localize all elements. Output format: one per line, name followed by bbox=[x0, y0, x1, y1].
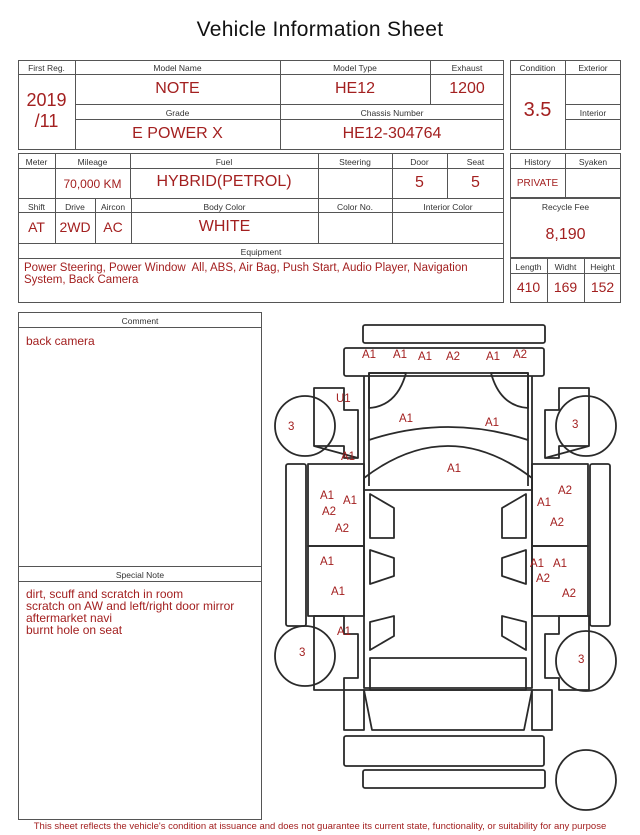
mark-hood-left: A1 bbox=[399, 413, 414, 425]
recycle-fee-value: 8,190 bbox=[545, 226, 586, 243]
shift-value: AT bbox=[28, 219, 45, 235]
headlight-left bbox=[369, 373, 406, 408]
grade-label: Grade bbox=[165, 108, 190, 118]
mark-front-door-left-3: A2 bbox=[322, 506, 337, 518]
rear-bumper bbox=[344, 736, 544, 766]
drive-value: 2WD bbox=[59, 219, 91, 235]
window-left-front bbox=[370, 494, 394, 538]
width-label: Widht bbox=[554, 262, 577, 272]
equipment-label: Equipment bbox=[240, 247, 282, 257]
special-note-label: Special Note bbox=[115, 570, 165, 580]
mark-front-bumper-3: A1 bbox=[418, 351, 433, 363]
mark-roof: A1 bbox=[447, 463, 462, 475]
aircon-label: Aircon bbox=[100, 202, 126, 212]
mark-front-door-right-2: A1 bbox=[537, 497, 552, 509]
special-note-value: dirt, scuff and scratch in room scratch on AW and left/right door mirror aftermarket navi burnt hole on seat bbox=[26, 587, 235, 637]
mark-wheel-rr: 3 bbox=[578, 654, 585, 666]
window-right-front bbox=[502, 494, 526, 538]
fuel-value: HYBRID(PETROL) bbox=[156, 173, 292, 190]
window-right-rear bbox=[502, 550, 526, 584]
taillight-right bbox=[532, 690, 552, 730]
mark-rear-door-right-3: A2 bbox=[536, 573, 551, 585]
drive-label: Drive bbox=[65, 202, 85, 212]
condition-value: 3.5 bbox=[523, 99, 552, 121]
fuel-label: Fuel bbox=[215, 157, 233, 167]
taillight-left bbox=[344, 690, 364, 730]
mark-front-door-right-3: A2 bbox=[550, 517, 565, 529]
width-value: 169 bbox=[553, 279, 578, 295]
first-reg-label: First Reg. bbox=[28, 63, 65, 73]
mark-front-door-left-2: A1 bbox=[343, 495, 358, 507]
model-name-label: Model Name bbox=[153, 63, 202, 73]
color-no-label: Color No. bbox=[337, 202, 373, 212]
rear-fender-right bbox=[545, 616, 589, 690]
mark-rear-door-left-2: A1 bbox=[331, 586, 346, 598]
chassis-label: Chassis Number bbox=[360, 108, 424, 118]
wheel-rear-right bbox=[556, 631, 616, 691]
mileage-label: Mileage bbox=[77, 157, 108, 167]
mark-fender-left: A1 bbox=[341, 451, 356, 463]
rear-fender-left bbox=[314, 616, 358, 690]
window-right-quarter bbox=[502, 616, 526, 650]
model-name-value: NOTE bbox=[155, 80, 200, 97]
equipment-value: Power Steering, Power Window All, ABS, Air Bag, Push Start, Audio Player, Navigation System, Back Camera bbox=[24, 262, 471, 286]
body-color-value: WHITE bbox=[198, 218, 251, 235]
rear-bottom-bar bbox=[363, 770, 545, 788]
model-type-label: Model Type bbox=[333, 63, 377, 73]
model-type-value: HE12 bbox=[334, 80, 376, 97]
chassis-value: HE12-304764 bbox=[342, 125, 442, 142]
height-value: 152 bbox=[590, 279, 615, 295]
steering-label: Steering bbox=[339, 157, 371, 167]
door-value: 5 bbox=[415, 174, 424, 191]
seat-value: 5 bbox=[471, 174, 480, 191]
window-left-rear bbox=[370, 550, 394, 584]
interior-label: Interior bbox=[579, 108, 607, 118]
first-reg-month: /11 bbox=[34, 111, 59, 131]
history-value: PRIVATE bbox=[516, 178, 559, 189]
mileage-value: 70,000 KM bbox=[63, 177, 122, 191]
headlight-right bbox=[491, 373, 528, 408]
seat-label: Seat bbox=[466, 157, 485, 167]
mark-front-door-left-4: A2 bbox=[335, 523, 350, 535]
body-color-label: Body Color bbox=[203, 202, 246, 212]
mark-rear-door-right-2: A1 bbox=[553, 558, 568, 570]
wheel-front-left bbox=[275, 396, 335, 456]
comment-value: back camera bbox=[26, 334, 95, 348]
height-label: Height bbox=[590, 262, 615, 272]
syaken-label: Syaken bbox=[578, 157, 608, 167]
mark-wheel-fr: 3 bbox=[572, 419, 579, 431]
length-value: 410 bbox=[516, 279, 541, 295]
mark-front-door-right-1: A2 bbox=[558, 485, 573, 497]
exhaust-label: Exhaust bbox=[451, 63, 483, 73]
mark-rear-fender-left: A1 bbox=[337, 626, 352, 638]
mark-front-bumper-5: A1 bbox=[486, 351, 501, 363]
mark-front-bumper-1: A1 bbox=[362, 349, 377, 361]
door-label: Door bbox=[410, 157, 429, 167]
mark-wheel-fl: 3 bbox=[288, 421, 295, 433]
window-left-quarter bbox=[370, 616, 394, 650]
mark-front-bumper-2: A1 bbox=[393, 349, 408, 361]
interior-color-label: Interior Color bbox=[423, 202, 473, 212]
hood bbox=[369, 373, 528, 440]
recycle-fee-label: Recycle Fee bbox=[541, 202, 590, 212]
mark-hood-right: A1 bbox=[485, 417, 500, 429]
mark-u1: U1 bbox=[336, 393, 351, 405]
mark-rear-door-right-4: A2 bbox=[562, 588, 577, 600]
exhaust-value: 1200 bbox=[449, 80, 485, 97]
exterior-label: Exterior bbox=[578, 63, 608, 73]
history-label: History bbox=[524, 157, 551, 167]
rear-window bbox=[370, 658, 526, 690]
disclaimer-footer: This sheet reflects the vehicle's condition at issuance and does not guarantee its current state, functionality, or suitability for any purpose bbox=[33, 821, 607, 832]
trunk bbox=[364, 690, 532, 730]
grade-value: E POWER X bbox=[132, 125, 223, 142]
meter-label: Meter bbox=[25, 157, 48, 167]
length-label: Length bbox=[515, 262, 542, 272]
mark-front-door-left-1: A1 bbox=[320, 490, 335, 502]
mark-front-bumper-6: A2 bbox=[513, 349, 528, 361]
mark-wheel-rl: 3 bbox=[299, 647, 306, 659]
spare-tire bbox=[556, 750, 616, 810]
condition-label: Condition bbox=[519, 63, 556, 73]
first-reg-year: 2019 bbox=[26, 90, 67, 110]
comment-label: Comment bbox=[121, 316, 159, 326]
shift-label: Shift bbox=[27, 202, 45, 212]
vehicle-damage-diagram bbox=[266, 318, 638, 818]
front-top-bar bbox=[363, 325, 545, 343]
sheet-title: Vehicle Information Sheet bbox=[196, 18, 444, 41]
mark-rear-door-right-1: A1 bbox=[530, 558, 545, 570]
mark-front-bumper-4: A2 bbox=[446, 351, 461, 363]
mark-rear-door-left-1: A1 bbox=[320, 556, 335, 568]
rear-door-left bbox=[308, 546, 364, 616]
body-outline bbox=[364, 376, 532, 688]
aircon-value: AC bbox=[103, 219, 123, 235]
skirt-left bbox=[286, 464, 306, 626]
skirt-right bbox=[590, 464, 610, 626]
